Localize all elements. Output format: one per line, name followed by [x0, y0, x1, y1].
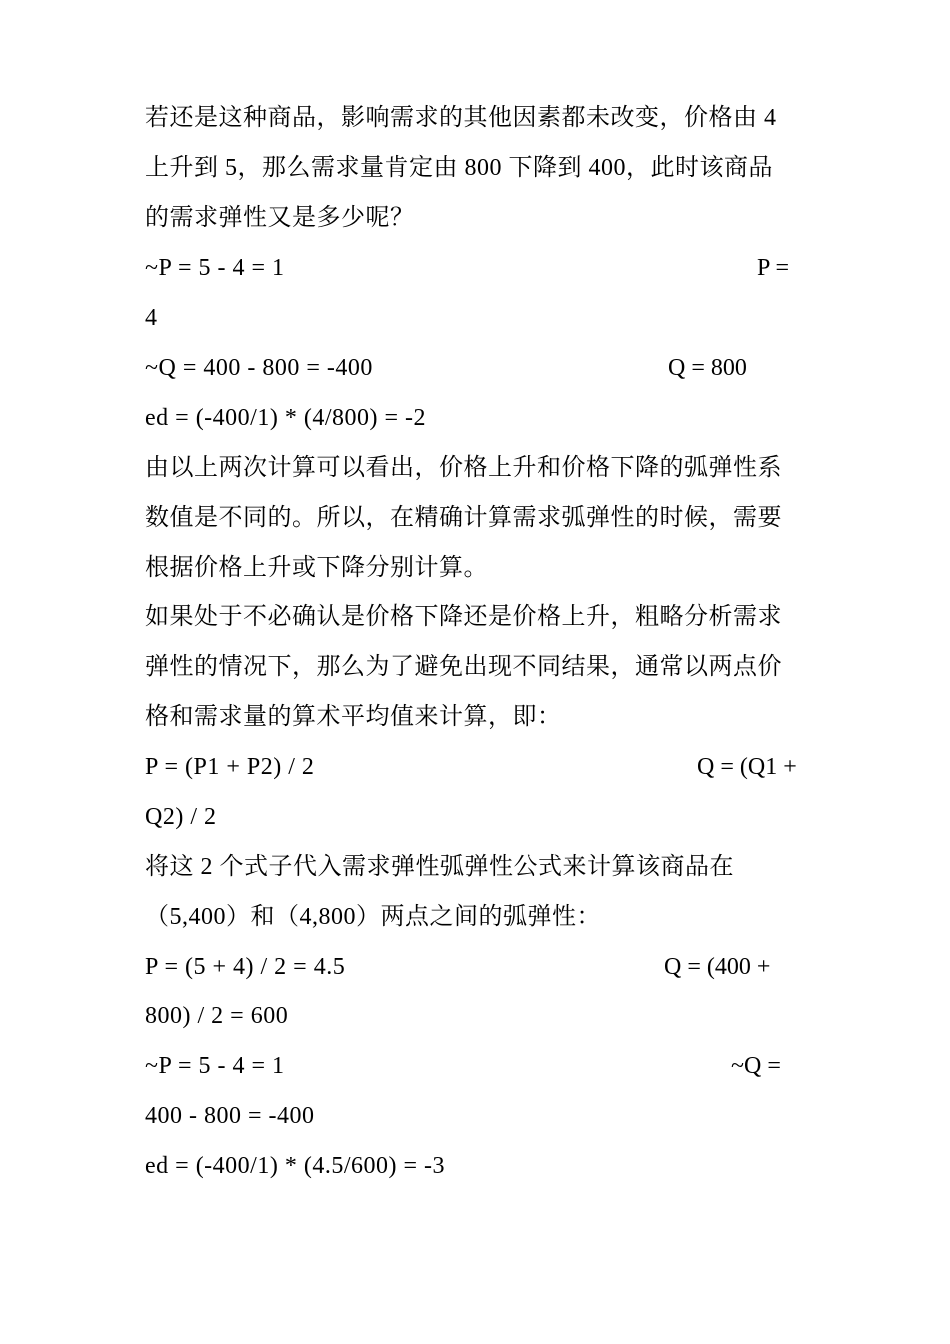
calc2-delta-p: ~P = 5 - 4 = 1 — [145, 1053, 285, 1079]
calc2-p: P = (5 + 4) / 2 = 4.5 — [145, 954, 346, 980]
paragraph-2-line-3: 根据价格上升或下降分别计算。 — [145, 555, 488, 581]
paragraph-4-line-1: 将这 2 个式子代入需求弹性弧弹性公式来计算该商品在 — [145, 854, 734, 880]
paragraph-4-line-2: （5,400）和（4,800）两点之间的弧弹性： — [145, 904, 601, 930]
paragraph-2-line-1: 由以上两次计算可以看出，价格上升和价格下降的弧弹性系 — [145, 455, 782, 481]
paragraph-1-line-1: 若还是这种商品，影响需求的其他因素都未改变，价格由 4 — [145, 105, 777, 131]
paragraph-1-line-2: 上升到 5，那么需求量肯定由 800 下降到 400，此时该商品 — [145, 155, 773, 181]
calc2-ed: ed = (-400/1) * (4.5/600) = -3 — [145, 1153, 446, 1179]
calc2-q-cont: 800) / 2 = 600 — [145, 1003, 289, 1029]
calc1-delta-p: ~P = 5 - 4 = 1 — [145, 255, 285, 281]
calc1-p-label: P = — [757, 255, 789, 281]
calc2-delta-q-cont: 400 - 800 = -400 — [145, 1103, 315, 1129]
paragraph-3-line-2: 弹性的情况下，那么为了避免出现不同结果，通常以两点价 — [145, 654, 782, 680]
calc1-delta-q: ~Q = 400 - 800 = -400 — [145, 355, 373, 381]
calc1-q-label: Q = 800 — [668, 355, 747, 381]
calc2-delta-q-label: ~Q = — [731, 1053, 781, 1079]
paragraph-2-line-2: 数值是不同的。所以，在精确计算需求弧弹性的时候，需要 — [145, 505, 782, 531]
calc1-ed: ed = (-400/1) * (4/800) = -2 — [145, 405, 427, 431]
calc2-q: Q = (400 + — [664, 954, 771, 980]
formula-q: Q = (Q1 + — [697, 754, 797, 780]
paragraph-3-line-1: 如果处于不必确认是价格下降还是价格上升，粗略分析需求 — [145, 604, 782, 630]
paragraph-1-line-3: 的需求弹性又是多少呢？ — [145, 205, 415, 231]
formula-q-cont: Q2) / 2 — [145, 804, 217, 830]
calc1-p-value: 4 — [145, 305, 158, 331]
paragraph-3-line-3: 格和需求量的算术平均值来计算，即： — [145, 704, 562, 730]
formula-p: P = (P1 + P2) / 2 — [145, 754, 315, 780]
